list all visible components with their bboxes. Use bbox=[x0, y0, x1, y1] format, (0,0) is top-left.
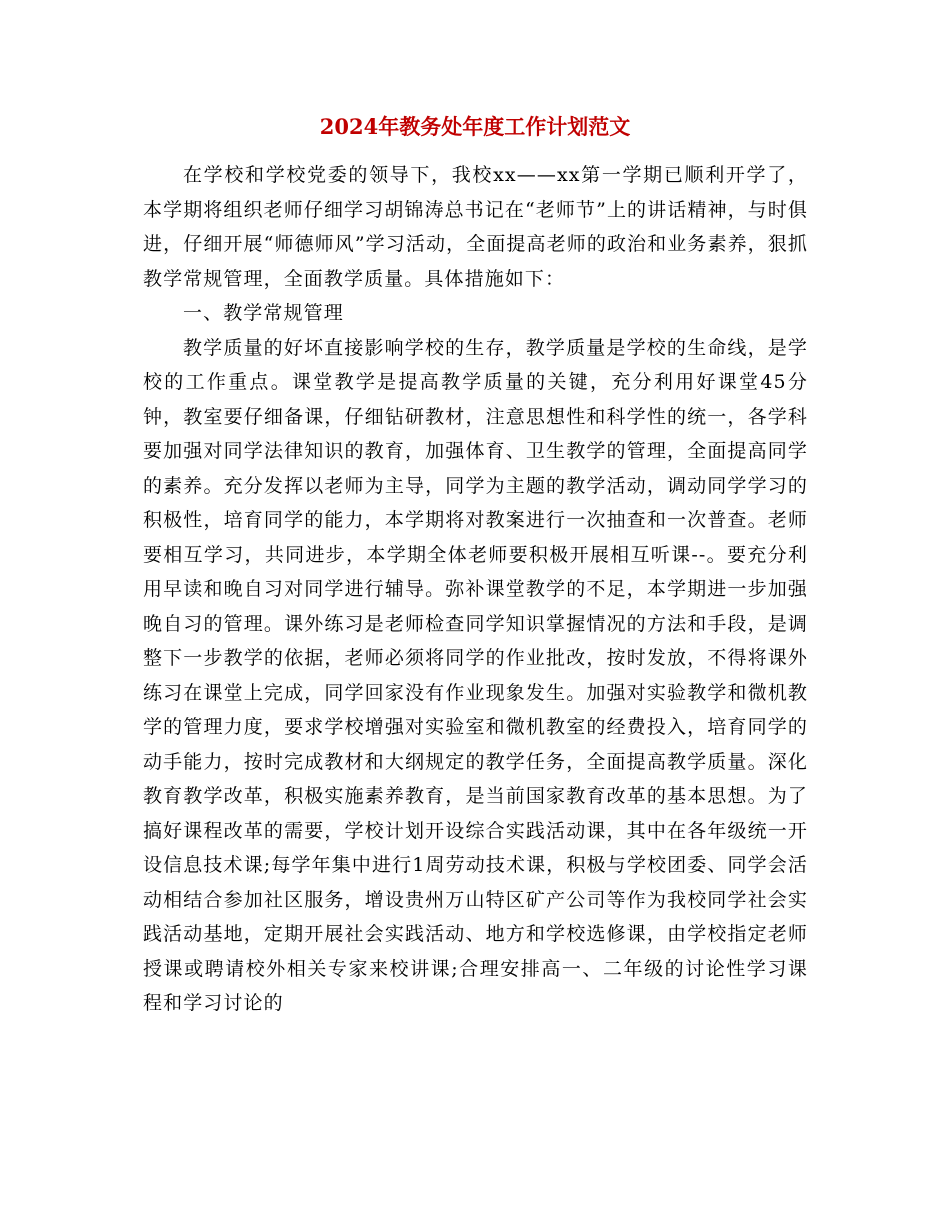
document-body bbox=[143, 158, 808, 1021]
document-title: 2024年教务处年度工作计划范文 bbox=[319, 114, 631, 139]
paragraph-intro: 在学校和学校党委的领导下，我校xx——xx第一学期已顺利开学了，本学期将组织老师仔细学习胡锦涛总书记在“老师节”上的讲话精神，与时俱进，仔细开展“师德师风”学习活动，全面提高老师的政治和业务素养，狠抓教学常规管理，全面教学质量。具体措施如下： bbox=[143, 164, 808, 290]
section-heading: 一、教学常规管理 bbox=[183, 302, 344, 324]
paragraph-teaching-management: 教学质量的好坏直接影响学校的生存，教学质量是学校的生命线，是学校的工作重点。课堂教学是提高教学质量的关键，充分利用好课堂45分钟，教室要仔细备课，仔细钻研教材，注意思想性和科学性的统一，各学科要加强对同学法律知识的教育，加强体育、卫生教学的管理，全面提高同学的素养。充分发挥以老师为主导，同学为主题的教学活动，调动同学学习的积极性，培育同学的能力，本学期将对教案进行一次抽查和一次普查。老师要相互学习，共同进步，本学期全体老师要积极开展相互听课--。要充分利用早读和晚自习对同学进行辅导。弥补课堂教学的不足，本学期进一步加强晚自习的管理。课外练习是老师检查同学知识掌握情况的方法和手段，是调整下一步教学的依据，老师必须将同学的作业批改，按时发放，不得将课外练习在课堂上完成，同学回家没有作业现象发生。加强对实验教学和微机教学的管理力度，要求学校增强对实验室和微机教室的经费投入，培育同学的动手能力，按时完成教材和大纲规定的教学任务，全面提高教学质量。深化教育教学改革，积极实施素养教育，是当前国家教育改革的基本思想。为了搞好课程改革的需要，学校计划开设综合实践活动课，其中在各年级统一开设信息技术课;每学年集中进行1周劳动技术课，积极与学校团委、同学会活动相结合参加社区服务，增设贵州万山特区矿产公司等作为我校同学社会实践活动基地，定期开展社会实践活动、地方和学校选修课，由学校指定老师授课或聘请校外相关专家来校讲课;合理安排高一、二年级的讨论性学习课程和学习讨论的 bbox=[143, 336, 808, 1014]
